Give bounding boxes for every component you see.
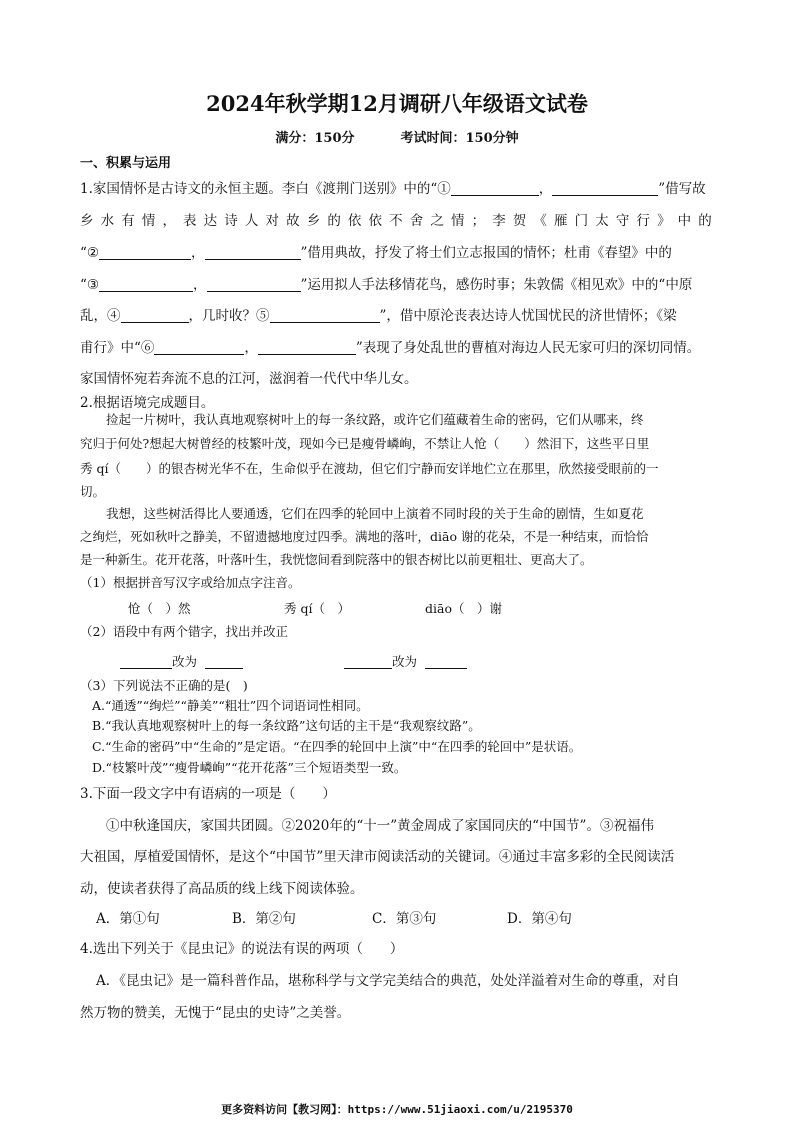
answer-blank-9[interactable]: [154, 340, 244, 355]
answer-blank-10[interactable]: [258, 340, 356, 355]
q1-line-2-char: 情: [141, 213, 156, 229]
q1-line-2-char: ；: [471, 213, 486, 229]
q3-text-line: ①中秋逢国庆，家国共团圆。②2020年的“十一”黄金周成了家国同庆的“中国节”。③祝福伟: [106, 818, 654, 834]
passage-line: 我想，这些树活得比人要通透，它们在四季的轮回中上演着不同时段的关于生命的剧情，生如夏花: [106, 506, 644, 521]
q1-line-2-char: 之: [430, 213, 444, 229]
q3-option-d[interactable]: D．第④句: [507, 911, 572, 927]
exam-time: 考试时间：150分钟: [400, 131, 519, 146]
answer-blank-2[interactable]: [552, 181, 658, 196]
q1-line-2-char: 的: [327, 213, 341, 229]
q1-line-2-char: 太: [595, 213, 609, 229]
q4-option-a-cont: 然万物的赞美，无愧于“昆虫的史诗”之美誉。: [80, 1005, 351, 1021]
q1-line-1: 1.家国情怀是古诗文的永恒主题。李白《渡荆门送别》中的“① ， ”借写故: [80, 181, 706, 197]
q1-line-6: 甫行》中“⑥ ， ”表现了身处乱世的曹植对海边人民无家可归的深切同情。: [80, 340, 701, 356]
q1-line-2-char: 表: [183, 213, 197, 229]
answer-blank-7[interactable]: [121, 308, 189, 323]
q2-stem: 2.根据语境完成题目。: [80, 395, 215, 411]
option-a[interactable]: A.“通透”“绚烂”“静美”“粗壮”四个词语词性相同。: [92, 698, 369, 713]
q1-line-2-char: 故: [286, 213, 300, 229]
passage-line: 秀 qí（ ）的银杏树光华不在，生命似乎在渡劫，但它们宁静而安详地伫立在那里，欣然接受眼前的一: [80, 461, 659, 476]
q1-line-2-char: 人: [244, 213, 259, 229]
q1-line-2-char: 》: [657, 213, 671, 229]
passage-line: 究归于何处?想起大树曾经的枝繁叶茂，现如今已是瘦骨嶙峋，不禁让人怆（ ）然泪下，这些平日里: [80, 436, 650, 451]
option-b[interactable]: B.“我认真地观察树叶上的每一条纹路”这句话的主干是“我观察纹路”。: [92, 718, 481, 733]
correction-row-1: 改为: [120, 652, 243, 670]
q1-line-2-char: 行: [636, 213, 650, 229]
q1-line-3: “② ， ”借用典故，抒发了将士们立志报国的情怀；杜甫《春望》中的: [80, 245, 672, 261]
passage-line: 切。: [80, 484, 106, 499]
correct-char-blank[interactable]: [205, 654, 243, 669]
sub-question-3: （3）下列说法不正确的是( ): [80, 678, 248, 693]
q3-text-line: 大祖国，厚植爱国情怀，是这个“中国节”里天津市阅读活动的关键词。④通过丰富多彩的全民阅读活: [80, 849, 675, 865]
section-heading: 一、积累与运用: [80, 156, 172, 171]
answer-blank-8[interactable]: [270, 308, 380, 323]
full-score: 满分：150分: [275, 131, 355, 146]
q1-line-5: 乱，④ ，几时收？⑤ ”，借中原沦丧表达诗人忧国忧民的济世情怀；《梁: [80, 308, 677, 324]
option-c[interactable]: C.“生命的密码”中“生命的”是定语。“在四季的轮回中上演”中“在四季的轮回中”是状语。: [92, 739, 582, 754]
q1-line-2-char: 有: [121, 213, 135, 229]
answer-blank-1[interactable]: [451, 181, 539, 196]
q3-option-c[interactable]: C．第③句: [372, 911, 437, 927]
q3-text-line: 动，使读者获得了高品质的线上线下阅读体验。: [80, 881, 364, 897]
answer-blank-6[interactable]: [207, 277, 301, 292]
q3-stem: 3.下面一段文字中有语病的一项是（ ）: [80, 786, 336, 802]
q1-line-2-char: 中: [677, 213, 692, 229]
q1-line-2-char: 门: [574, 213, 589, 229]
q1-line-2-char: 《: [533, 213, 547, 229]
q3-option-a[interactable]: A．第①句: [96, 911, 160, 927]
passage-line: 是一种新生。花开花落，叶落叶生，我恍惚间看到院落中的银杏树比以前更粗壮、更高大了。: [80, 552, 593, 567]
passage-line: 捡起一片树叶，我认真地观察树叶上的每一条纹路，或许它们蕴藏着生命的密码，它们从哪来，终: [106, 412, 644, 427]
answer-blank-3[interactable]: [99, 245, 191, 260]
wrong-char-blank[interactable]: [120, 654, 172, 669]
q1-line-2-char: 达: [203, 213, 218, 229]
q1-line-2-char: ，: [162, 213, 176, 229]
exam-info: [0, 127, 794, 146]
q4-option-a[interactable]: A．《昆虫记》是一篇科普作品，堪称科学与文学完美结合的典范，处处洋溢着对生命的尊重，对自: [96, 973, 680, 989]
page-title: 2024年秋学期12月调研八年级语文试卷: [206, 91, 588, 116]
q1-line-2-char: 雁: [554, 213, 568, 229]
q1-line-2-char: 依: [347, 213, 362, 229]
footer-link[interactable]: 更多资料访问【教习网】：https://www.51jiaoxi.com/u/2195370: [221, 1103, 573, 1116]
q1-line-2-char: 舍: [409, 213, 424, 229]
q1-line-2: [80, 209, 712, 229]
q1-line-2-char: 诗: [224, 213, 238, 229]
correct-char-blank[interactable]: [425, 654, 467, 669]
q1-line-2-char: 乡: [306, 213, 321, 229]
pinyin-item-2[interactable]: 秀 qí（ ）: [284, 601, 350, 616]
q1-line-2-char: 对: [265, 213, 279, 229]
answer-blank-4[interactable]: [205, 245, 301, 260]
q3-option-b[interactable]: B．第②句: [232, 911, 296, 927]
q1-line-2-char: 情: [450, 213, 465, 229]
pinyin-item-3[interactable]: diāo（ ）谢: [425, 601, 502, 616]
sub-question-2: （2）语段中有两个错字，找出并改正: [80, 624, 288, 639]
q1-line-2-char: 不: [389, 213, 403, 229]
passage-line: 之绚烂，死如秋叶之静美，不留遗撼地度过四季。满地的落叶，diāo 谢的花朵，不是一种结束，而恰恰: [80, 529, 649, 544]
q4-stem: 4.选出下列关于《昆虫记》的说法有误的两项（ ）: [80, 941, 404, 957]
q1-line-2-char: 依: [368, 213, 383, 229]
q1-line-2-char: 水: [100, 213, 115, 229]
q1-line-7: 家国情怀宛若奔流不息的江河，滋润着一代代中华儿女。: [80, 371, 418, 387]
q1-line-2-char: 乡: [80, 213, 94, 229]
wrong-char-blank[interactable]: [344, 654, 392, 669]
q1-line-2-char: 李: [492, 213, 506, 229]
correction-row-2: 改为: [344, 652, 467, 670]
q1-line-4: “③ ， ”运用拟人手法移情花鸟，感伤时事；朱敦儒《相见欢》中的“中原: [80, 277, 693, 293]
option-d[interactable]: D.“枝繁叶茂”“瘦骨嶙峋”“花开花落”三个短语类型一致。: [92, 760, 407, 775]
answer-blank-5[interactable]: [99, 277, 193, 292]
q1-line-2-char: 的: [698, 213, 712, 229]
q1-line-2-char: 守: [615, 213, 630, 229]
sub-question-1: （1）根据拼音写汉字或给加点字注音。: [80, 575, 301, 590]
pinyin-item-1[interactable]: 怆（ ）然: [128, 601, 191, 616]
q1-line-2-char: 贺: [512, 213, 527, 229]
